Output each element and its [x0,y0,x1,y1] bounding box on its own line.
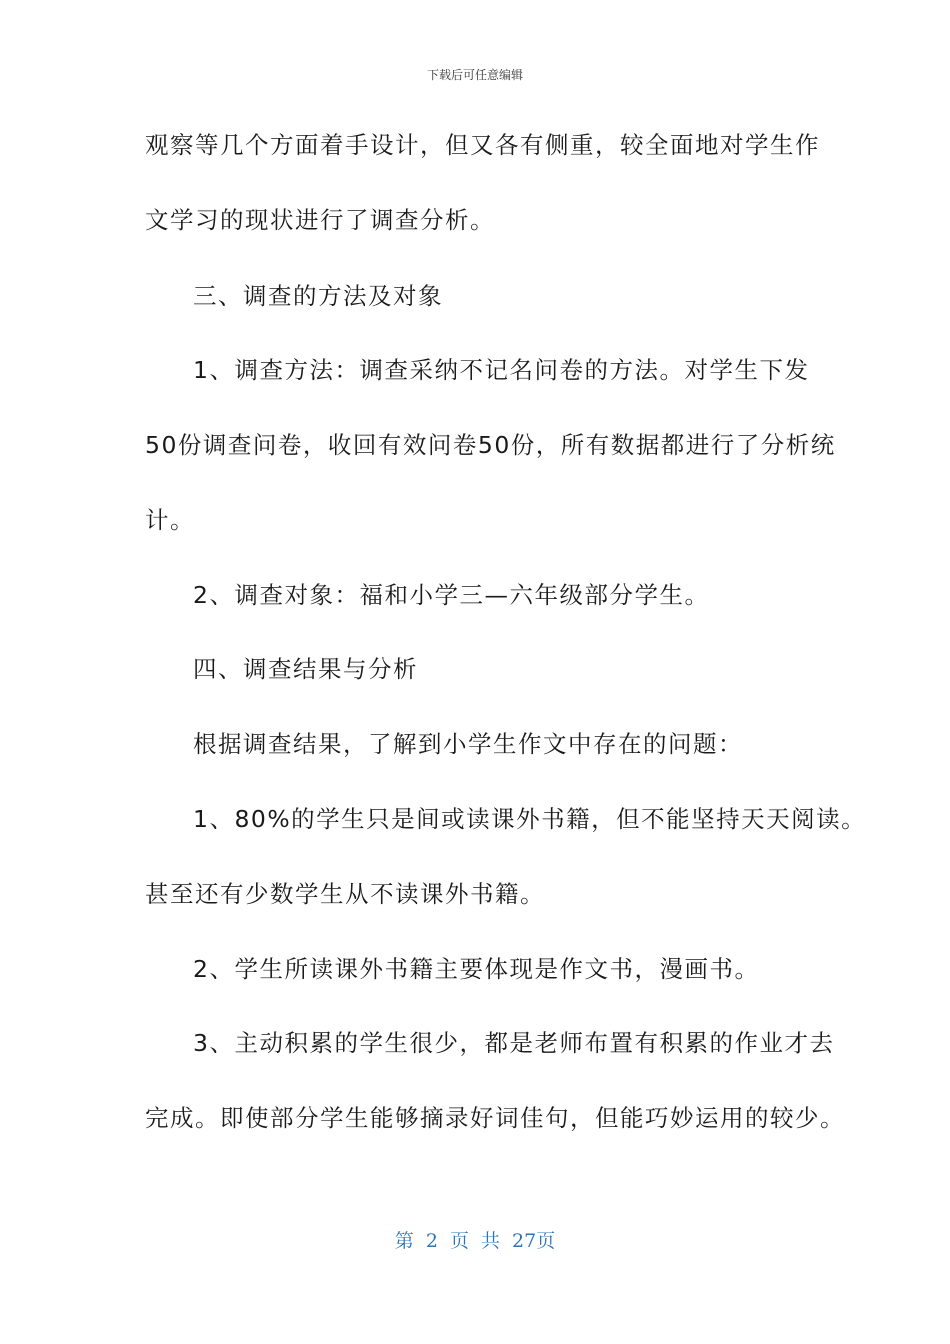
paragraph-line: 1、80%的学生只是间或读课外书籍，但不能坚持天天阅读。 [193,805,867,833]
paragraph-line: 3、主动积累的学生很少，都是老师布置有积累的作业才去 [193,1029,835,1057]
paragraph-line: 文学习的现状进行了调查分析。 [145,206,495,234]
paragraph-line: 50份调查问卷，收回有效问卷50份，所有数据都进行了分析统 [145,431,836,459]
paragraph-line: 根据调查结果，了解到小学生作文中存在的问题： [193,730,743,758]
page-header: 下载后可任意编辑 [426,68,523,82]
paragraph-line: 计。 [145,506,195,534]
paragraph-line: 完成。即使部分学生能够摘录好词佳句，但能巧妙运用的较少。 [145,1104,845,1132]
page-footer: 第 2 页 共 27页 [394,1230,556,1252]
paragraph-line: 2、调查对象：福和小学三—六年级部分学生。 [193,581,710,609]
section-heading: 三、调查的方法及对象 [193,282,443,310]
paragraph-line: 1、调查方法：调查采纳不记名问卷的方法。对学生下发 [193,356,810,384]
paragraph-line: 2、学生所读课外书籍主要体现是作文书，漫画书。 [193,955,760,983]
section-heading: 四、调查结果与分析 [193,655,418,683]
paragraph-line: 甚至还有少数学生从不读课外书籍。 [145,880,545,908]
paragraph-line: 观察等几个方面着手设计，但又各有侧重，较全面地对学生作 [145,131,820,159]
